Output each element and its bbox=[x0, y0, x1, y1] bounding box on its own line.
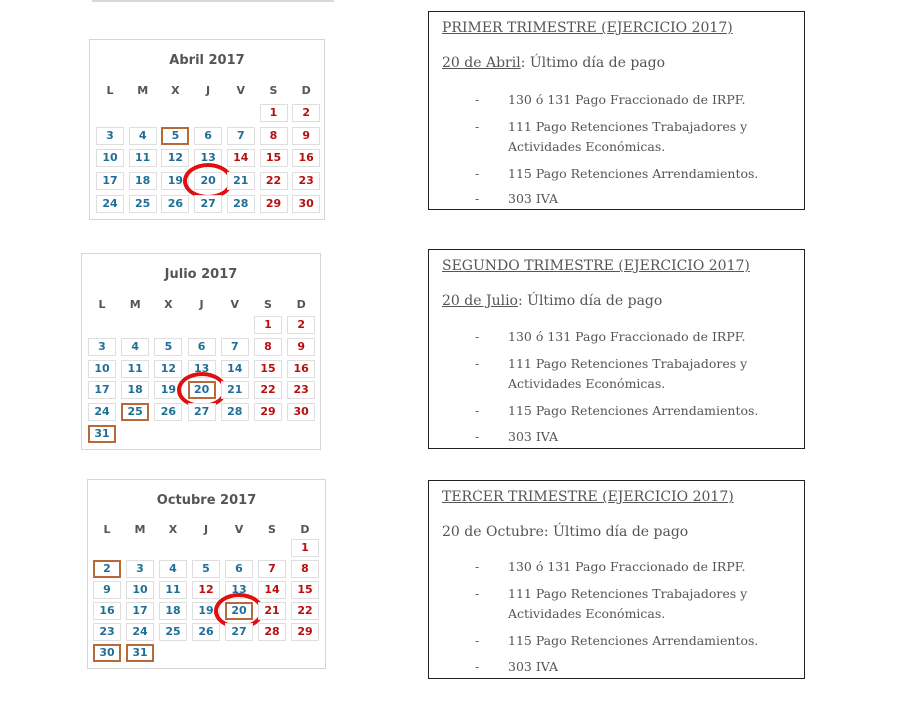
calendar-day[interactable]: 2 bbox=[93, 560, 121, 578]
calendar-day[interactable]: 28 bbox=[221, 403, 249, 421]
calendar-day[interactable]: 30 bbox=[287, 403, 315, 421]
calendar-day[interactable]: 12 bbox=[154, 360, 182, 378]
deadline-date: 20 de Octubre bbox=[442, 524, 544, 540]
calendar-day[interactable]: 5 bbox=[192, 560, 220, 578]
top-divider bbox=[92, 0, 334, 2]
calendar-day[interactable]: 21 bbox=[221, 381, 249, 399]
calendar-title: Octubre 2017 bbox=[156, 493, 257, 508]
calendar-day[interactable]: 29 bbox=[254, 403, 282, 421]
calendar-day[interactable]: 2 bbox=[287, 316, 315, 334]
calendar-day[interactable]: 4 bbox=[121, 338, 149, 356]
calendar-day[interactable]: 10 bbox=[88, 360, 116, 378]
calendar-day[interactable]: 6 bbox=[225, 560, 253, 578]
calendar-day[interactable]: 18 bbox=[159, 602, 187, 620]
calendar-day[interactable]: 20 bbox=[194, 172, 222, 190]
weekday-header: M bbox=[134, 523, 146, 536]
calendar-day[interactable]: 14 bbox=[221, 360, 249, 378]
calendar-day[interactable]: 19 bbox=[154, 381, 182, 399]
item-text: 111 Pago Retenciones Trabajadores y Actividades Económicas. bbox=[508, 586, 748, 621]
item-text: 130 ó 131 Pago Fraccionado de IRPF. bbox=[508, 92, 746, 107]
calendar-day[interactable]: 31 bbox=[88, 425, 116, 443]
calendar-day[interactable]: 1 bbox=[260, 104, 288, 122]
calendar-day[interactable]: 19 bbox=[161, 172, 189, 190]
item-text: 111 Pago Retenciones Trabajadores y Actividades Económicas. bbox=[508, 356, 748, 391]
calendar-day[interactable]: 17 bbox=[96, 172, 124, 190]
dash-bullet: - bbox=[475, 633, 480, 648]
calendar-day[interactable]: 5 bbox=[154, 338, 182, 356]
calendar-day[interactable]: 1 bbox=[291, 539, 319, 557]
calendar-day[interactable]: 23 bbox=[93, 623, 121, 641]
calendar-day[interactable]: 2 bbox=[292, 104, 320, 122]
item-text: 303 IVA bbox=[508, 191, 558, 206]
calendar-day[interactable]: 22 bbox=[260, 172, 288, 190]
calendar-julio bbox=[81, 253, 321, 450]
calendar-day[interactable]: 24 bbox=[126, 623, 154, 641]
calendar-day[interactable]: 22 bbox=[291, 602, 319, 620]
item-text: 130 ó 131 Pago Fraccionado de IRPF. bbox=[508, 559, 746, 574]
calendar-day[interactable]: 16 bbox=[292, 149, 320, 167]
calendar-day[interactable]: 20 bbox=[225, 602, 253, 620]
calendar-day[interactable]: 29 bbox=[291, 623, 319, 641]
item-text: 115 Pago Retenciones Arrendamientos. bbox=[508, 166, 759, 181]
calendar-day[interactable]: 5 bbox=[161, 127, 189, 145]
weekday-header: V bbox=[230, 298, 240, 311]
trimestre-title: PRIMER TRIMESTRE (EJERCICIO 2017) bbox=[442, 20, 733, 36]
calendar-day[interactable]: 20 bbox=[188, 381, 216, 399]
calendar-day[interactable]: 11 bbox=[121, 360, 149, 378]
weekday-header: J bbox=[206, 84, 211, 97]
weekday-header: D bbox=[301, 84, 311, 97]
item-text: 303 IVA bbox=[508, 659, 558, 674]
calendar-day[interactable]: 8 bbox=[260, 127, 288, 145]
deadline-date: 20 de Abril bbox=[442, 55, 521, 71]
item-text: 303 IVA bbox=[508, 429, 558, 444]
payment-deadline bbox=[442, 524, 688, 540]
weekday-header: J bbox=[199, 298, 204, 311]
calendar-day[interactable]: 12 bbox=[192, 581, 220, 599]
dash-bullet: - bbox=[475, 92, 480, 107]
calendar-title: Julio 2017 bbox=[164, 267, 238, 282]
dash-bullet: - bbox=[475, 356, 480, 371]
weekday-header: L bbox=[106, 84, 114, 97]
info-tercer-trimestre bbox=[428, 480, 805, 679]
dash-bullet: - bbox=[475, 559, 480, 574]
calendar-day[interactable]: 25 bbox=[159, 623, 187, 641]
calendar-day[interactable]: 26 bbox=[154, 403, 182, 421]
deadline-date: 20 de Julio bbox=[442, 293, 518, 309]
calendar-day[interactable]: 9 bbox=[93, 581, 121, 599]
calendar-day[interactable]: 27 bbox=[194, 195, 222, 213]
item-text: 130 ó 131 Pago Fraccionado de IRPF. bbox=[508, 329, 746, 344]
weekday-header: D bbox=[300, 523, 310, 536]
calendar-day[interactable]: 23 bbox=[292, 172, 320, 190]
calendar-day[interactable]: 24 bbox=[96, 195, 124, 213]
calendar-day[interactable]: 7 bbox=[227, 127, 255, 145]
dash-bullet: - bbox=[475, 659, 480, 674]
calendar-day[interactable]: 27 bbox=[225, 623, 253, 641]
dash-bullet: - bbox=[475, 329, 480, 344]
calendar-day[interactable]: 28 bbox=[258, 623, 286, 641]
calendar-day[interactable]: 17 bbox=[126, 602, 154, 620]
calendar-day[interactable]: 12 bbox=[161, 149, 189, 167]
calendar-day[interactable]: 30 bbox=[292, 195, 320, 213]
calendar-day[interactable]: 8 bbox=[254, 338, 282, 356]
calendar-day[interactable]: 18 bbox=[129, 172, 157, 190]
payment-deadline bbox=[442, 293, 662, 309]
calendar-day[interactable]: 6 bbox=[188, 338, 216, 356]
calendar-day[interactable]: 1 bbox=[254, 316, 282, 334]
weekday-header: X bbox=[168, 523, 178, 536]
deadline-text: : Último día de pago bbox=[517, 293, 663, 309]
calendar-day[interactable]: 22 bbox=[254, 381, 282, 399]
calendar-day[interactable]: 21 bbox=[227, 172, 255, 190]
calendar-day[interactable]: 25 bbox=[129, 195, 157, 213]
calendar-day[interactable]: 14 bbox=[258, 581, 286, 599]
dash-bullet: - bbox=[475, 119, 480, 134]
calendar-day[interactable]: 4 bbox=[129, 127, 157, 145]
calendar-day[interactable]: 17 bbox=[88, 381, 116, 399]
deadline-text: : Último día de pago bbox=[520, 55, 666, 71]
calendar-day[interactable]: 29 bbox=[260, 195, 288, 213]
dash-bullet: - bbox=[475, 403, 480, 418]
calendar-day[interactable]: 11 bbox=[129, 149, 157, 167]
weekday-header: X bbox=[171, 84, 180, 97]
info-primer-trimestre bbox=[428, 11, 805, 210]
calendar-day[interactable]: 23 bbox=[287, 381, 315, 399]
weekday-header: M bbox=[129, 298, 141, 311]
dash-bullet: - bbox=[475, 429, 480, 444]
trimestre-title: SEGUNDO TRIMESTRE (EJERCICIO 2017) bbox=[442, 258, 750, 274]
item-text: 115 Pago Retenciones Arrendamientos. bbox=[508, 633, 759, 648]
calendar-octubre bbox=[87, 479, 326, 669]
weekday-header: M bbox=[137, 84, 149, 97]
weekday-header: X bbox=[164, 298, 173, 311]
calendar-abril bbox=[89, 39, 325, 220]
calendar-day[interactable]: 11 bbox=[159, 581, 187, 599]
calendar-day[interactable]: 18 bbox=[121, 381, 149, 399]
calendar-day[interactable]: 15 bbox=[254, 360, 282, 378]
calendar-day[interactable]: 15 bbox=[291, 581, 319, 599]
calendar-day[interactable]: 26 bbox=[161, 195, 189, 213]
calendar-day[interactable]: 15 bbox=[260, 149, 288, 167]
info-segundo-trimestre bbox=[428, 249, 805, 449]
calendar-day[interactable]: 28 bbox=[227, 195, 255, 213]
weekday-header: S bbox=[269, 84, 278, 97]
calendar-day[interactable]: 21 bbox=[258, 602, 286, 620]
calendar-day[interactable]: 13 bbox=[194, 149, 222, 167]
item-text: 111 Pago Retenciones Trabajadores y Actividades Económicas. bbox=[508, 119, 748, 154]
calendar-day[interactable]: 3 bbox=[96, 127, 124, 145]
calendar-day[interactable]: 9 bbox=[287, 338, 315, 356]
calendar-day[interactable]: 3 bbox=[88, 338, 116, 356]
calendar-day[interactable]: 31 bbox=[126, 644, 154, 662]
weekday-header: J bbox=[203, 523, 209, 536]
calendar-day[interactable]: 13 bbox=[225, 581, 253, 599]
calendar-title: Abril 2017 bbox=[169, 53, 245, 68]
weekday-header: V bbox=[236, 84, 246, 97]
calendar-day[interactable]: 19 bbox=[192, 602, 220, 620]
calendar-day[interactable]: 16 bbox=[287, 360, 315, 378]
calendar-day[interactable]: 14 bbox=[227, 149, 255, 167]
weekday-header: L bbox=[98, 298, 106, 311]
calendar-day[interactable]: 30 bbox=[93, 644, 121, 662]
dash-bullet: - bbox=[475, 191, 480, 206]
calendar-day[interactable]: 7 bbox=[221, 338, 249, 356]
weekday-header: D bbox=[296, 298, 306, 311]
calendar-day[interactable]: 6 bbox=[194, 127, 222, 145]
deadline-text: : Último día de pago bbox=[543, 524, 689, 540]
payment-deadline bbox=[442, 55, 665, 71]
trimestre-title: TERCER TRIMESTRE (EJERCICIO 2017) bbox=[442, 489, 734, 505]
calendar-day[interactable]: 4 bbox=[159, 560, 187, 578]
calendar-day[interactable]: 25 bbox=[121, 403, 149, 421]
weekday-header: S bbox=[264, 298, 272, 311]
weekday-header: S bbox=[268, 523, 276, 536]
weekday-header: L bbox=[103, 523, 111, 536]
calendar-day[interactable]: 13 bbox=[188, 360, 216, 378]
calendar-day[interactable]: 24 bbox=[88, 403, 116, 421]
weekday-header: V bbox=[234, 523, 244, 536]
calendar-day[interactable]: 10 bbox=[126, 581, 154, 599]
calendar-day[interactable]: 26 bbox=[192, 623, 220, 641]
calendar-day[interactable]: 3 bbox=[126, 560, 154, 578]
calendar-day[interactable]: 10 bbox=[96, 149, 124, 167]
item-text: 115 Pago Retenciones Arrendamientos. bbox=[508, 403, 759, 418]
dash-bullet: - bbox=[475, 586, 480, 601]
calendar-day[interactable]: 9 bbox=[292, 127, 320, 145]
dash-bullet: - bbox=[475, 166, 480, 181]
calendar-day[interactable]: 8 bbox=[291, 560, 319, 578]
calendar-day[interactable]: 27 bbox=[188, 403, 216, 421]
calendar-day[interactable]: 16 bbox=[93, 602, 121, 620]
calendar-day[interactable]: 7 bbox=[258, 560, 286, 578]
